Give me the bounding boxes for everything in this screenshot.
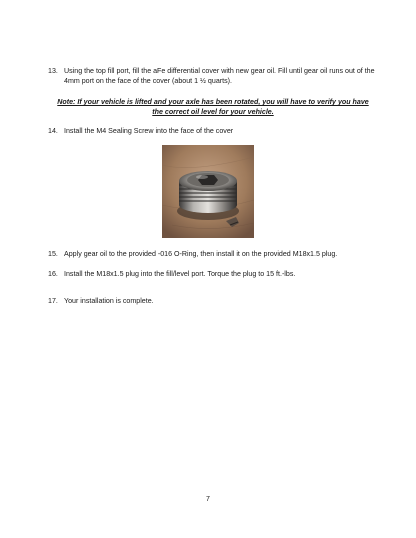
step-text: Install the M18x1.5 plug into the fill/level port. Torque the plug to 15 ft.-lbs. xyxy=(64,270,296,278)
page-number: 7 xyxy=(206,496,210,503)
plug-illustration xyxy=(162,145,254,238)
step-number: 17. xyxy=(48,297,58,305)
step-number: 16. xyxy=(48,270,58,278)
note-warning xyxy=(48,97,378,117)
step-16 xyxy=(48,269,378,279)
step-14 xyxy=(48,126,378,136)
step-15 xyxy=(48,249,378,259)
threaded-plug-photo xyxy=(162,145,254,238)
note-line-1: Note: If your vehicle is lifted and your axle has been rotated, you will have to verify you have xyxy=(57,98,369,106)
step-text: Apply gear oil to the provided -016 O-Ring, then install it on the provided M18x1.5 plug. xyxy=(64,250,338,258)
step-number: 13. xyxy=(48,67,58,75)
step-number: 14. xyxy=(48,127,58,135)
step-text: Install the M4 Sealing Screw into the face of the cover xyxy=(64,127,234,135)
step-text: Using the top fill port, fill the aFe differential cover with new gear oil. Fill until gear oil runs out of the 4mm port on the face of the cover (about 1 ½ quarts). xyxy=(64,67,375,85)
step-text: Your installation is complete. xyxy=(64,297,154,305)
note-line-2: the correct oil level for your vehicle. xyxy=(152,108,274,116)
step-13 xyxy=(48,66,378,86)
step-number: 15. xyxy=(48,250,58,258)
step-17 xyxy=(48,296,378,306)
